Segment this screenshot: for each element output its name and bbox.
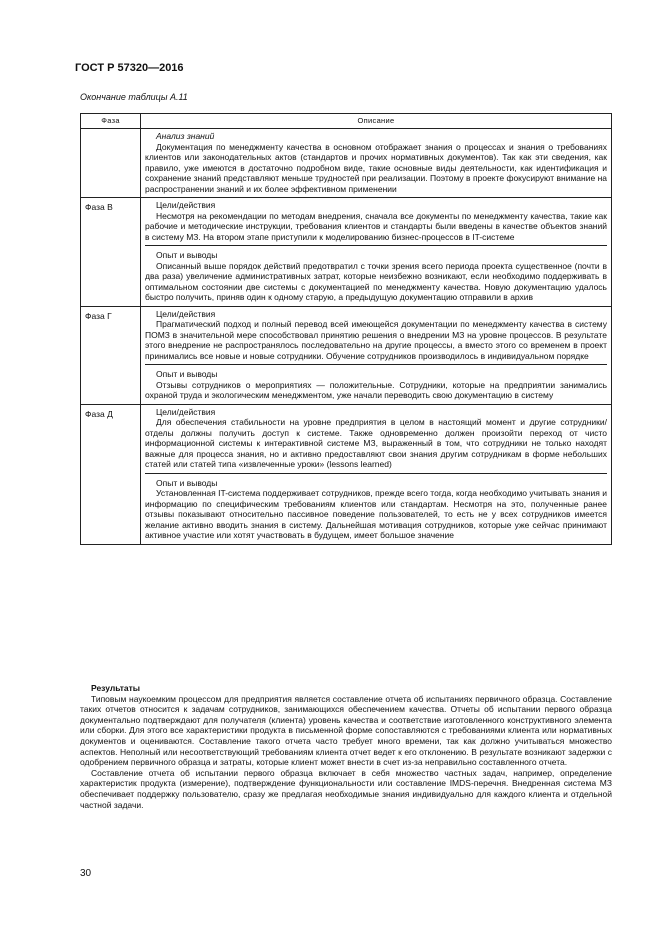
block-subtitle: Цели/действия	[156, 308, 216, 319]
results-section	[80, 683, 612, 810]
results-title: Результаты	[91, 683, 141, 693]
description-block	[145, 198, 607, 245]
table-header-row	[81, 114, 612, 129]
description-cell	[141, 198, 612, 307]
description-column-header: Описание	[141, 114, 612, 129]
phase-table	[80, 113, 612, 545]
table-row	[81, 198, 612, 307]
phase-cell: Фаза Д	[81, 404, 141, 544]
block-text: Прагматический подход и полный перевод всей имеющейся документации по менеджменту качества в систему ПОМЗ в значительной мере способствовал принятию решения о внедрении МЗ на уровне процессов. В результате этого внедрение не распространялось последовательно на другие процессы, а вместо этого со временем в проект принимались все новые и новые сотрудники. Обучение сотрудников производилось в индивидуальном порядке	[145, 319, 607, 361]
page-number: 30	[80, 868, 92, 879]
description-block	[145, 129, 607, 197]
description-cell	[141, 404, 612, 544]
table-row	[81, 129, 612, 198]
description-block	[145, 307, 607, 365]
description-block	[145, 364, 607, 404]
description-block	[145, 473, 607, 544]
results-paragraph: Типовым наукоемким процессом для предприятия является составление отчета об испытаниях первичного образца. Составление таких отчетов относится к задачам сотрудников, занимающихся обеспечением качества. Отчеты об испытании первого образца документально подтверждают для получателя (клиента) уровень качества и соответствие изготовленного конструктивного элемента или сборки. Для этого все характеристики продукта в письменной форме сопоставляются с требованиями клиента или нормативных документов и оцениваются. Составление такого отчета часто требует много времени, так как должно учитываться множество аспектов. Неполный или несоответствующий требованиям клиента отчет ведет к его отклонению. В результате возникают задержки с одобрением первичного образца и затраты, которые клиент может внести в счет из-за неправильно составленного отчета.	[80, 693, 612, 768]
block-subtitle: Опыт и выводы	[156, 369, 218, 379]
phase-cell: Фаза Г	[81, 306, 141, 404]
table-caption: Окончание таблицы А.11	[80, 92, 188, 102]
description-block	[145, 405, 607, 473]
block-text: Описанный выше порядок действий предотвратил с точки зрения всего периода проекта существенное (почти в два раза) увеличение административных затрат, которые неизбежно возникают, если необходимо поддерживать в оптимальном состоянии две системы с документацией по менеджменту качества. Новую документацию удалось быстро получить, приняв один к одному старую, а предыдущую документацию отправили в архив	[145, 260, 607, 302]
block-text: Несмотря на рекомендации по методам внедрения, сначала все документы по менеджменту качества, такие как рабочие и методические инструкции, требования клиентов и стандарты были введены в качестве объектов знаний в систему МЗ. На втором этапе приступили к моделированию бизнес-процессов в IT-системе	[145, 210, 607, 242]
table-row	[81, 404, 612, 544]
description-cell	[141, 306, 612, 404]
phase-cell: Фаза В	[81, 198, 141, 307]
table-body	[81, 129, 612, 545]
block-subtitle: Опыт и выводы	[156, 250, 218, 260]
description-cell	[141, 129, 612, 198]
phase-column-header: Фаза	[81, 114, 141, 129]
block-text: Установленная IT-система поддерживает сотрудников, прежде всего тогда, когда необходимо учитывать знания и информацию по специфическим требованиям клиентов или стандартам. Несмотря на это, полученные ранее отзывы показывают относительно пассивное поведение пользователей, то есть не у всех сотрудников имеется желание активно вводить знания в систему. Дальнейшая мотивация сотрудников, которые уже сейчас принимают активное участие или хотят участвовать в будущем, имеет большое значение	[145, 488, 607, 540]
block-subtitle: Опыт и выводы	[156, 477, 218, 488]
table-row	[81, 306, 612, 404]
results-paragraph: Составление отчета об испытании первого образца включает в себя множество частных задач, например, определение характеристик продукта (измерение), подтверждение функциональности или составление IMDS-перечня. Внедренная система МЗ обеспечивает поддержку пользователю, сразу же предлагая необходимые знания индивидуально для каждого клиента и отдельной частной задачи.	[80, 767, 612, 810]
block-text: Для обеспечения стабильности на уровне предприятия в целом в настоящий момент и другие сотрудники/отделы должны получить доступ к системе. Также одновременно должен произойти переход от чисто информационной системы к интерактивной системе МЗ, выраженный в том, что сотрудники не только находят важные для процесса знания, но и активно предоставляют свои знания другим сотрудникам в форме небольших статей или статей типа «извлеченные уроки» (lessons learned)	[145, 417, 607, 469]
block-subtitle: Анализ знаний	[156, 131, 215, 141]
phase-cell	[81, 129, 141, 198]
description-block	[145, 245, 607, 306]
block-subtitle: Цели/действия	[156, 200, 216, 210]
document-header: ГОСТ Р 57320—2016	[75, 62, 184, 74]
block-text: Документация по менеджменту качества в основном отображает знания о процессах и знания о требованиях клиентов или законодательных актов (стандартов и прочих нормативных документов). Так как эти сведения, как правило, уже имеются в достаточно подробном виде, такие основные виды деятельности, как идентификация и сохранение знаний представляют меньше трудностей при реализации. Поэтому в проекте фокусируют внимание на распространении знаний и их более эффективном применении	[145, 141, 607, 194]
block-subtitle: Цели/действия	[156, 406, 216, 417]
block-text: Отзывы сотрудников о мероприятиях — положительные. Сотрудники, которые на предприятии занимались охраной труда и экологическим менеджментом, уже начали переводить свою документацию в систему	[145, 379, 607, 400]
